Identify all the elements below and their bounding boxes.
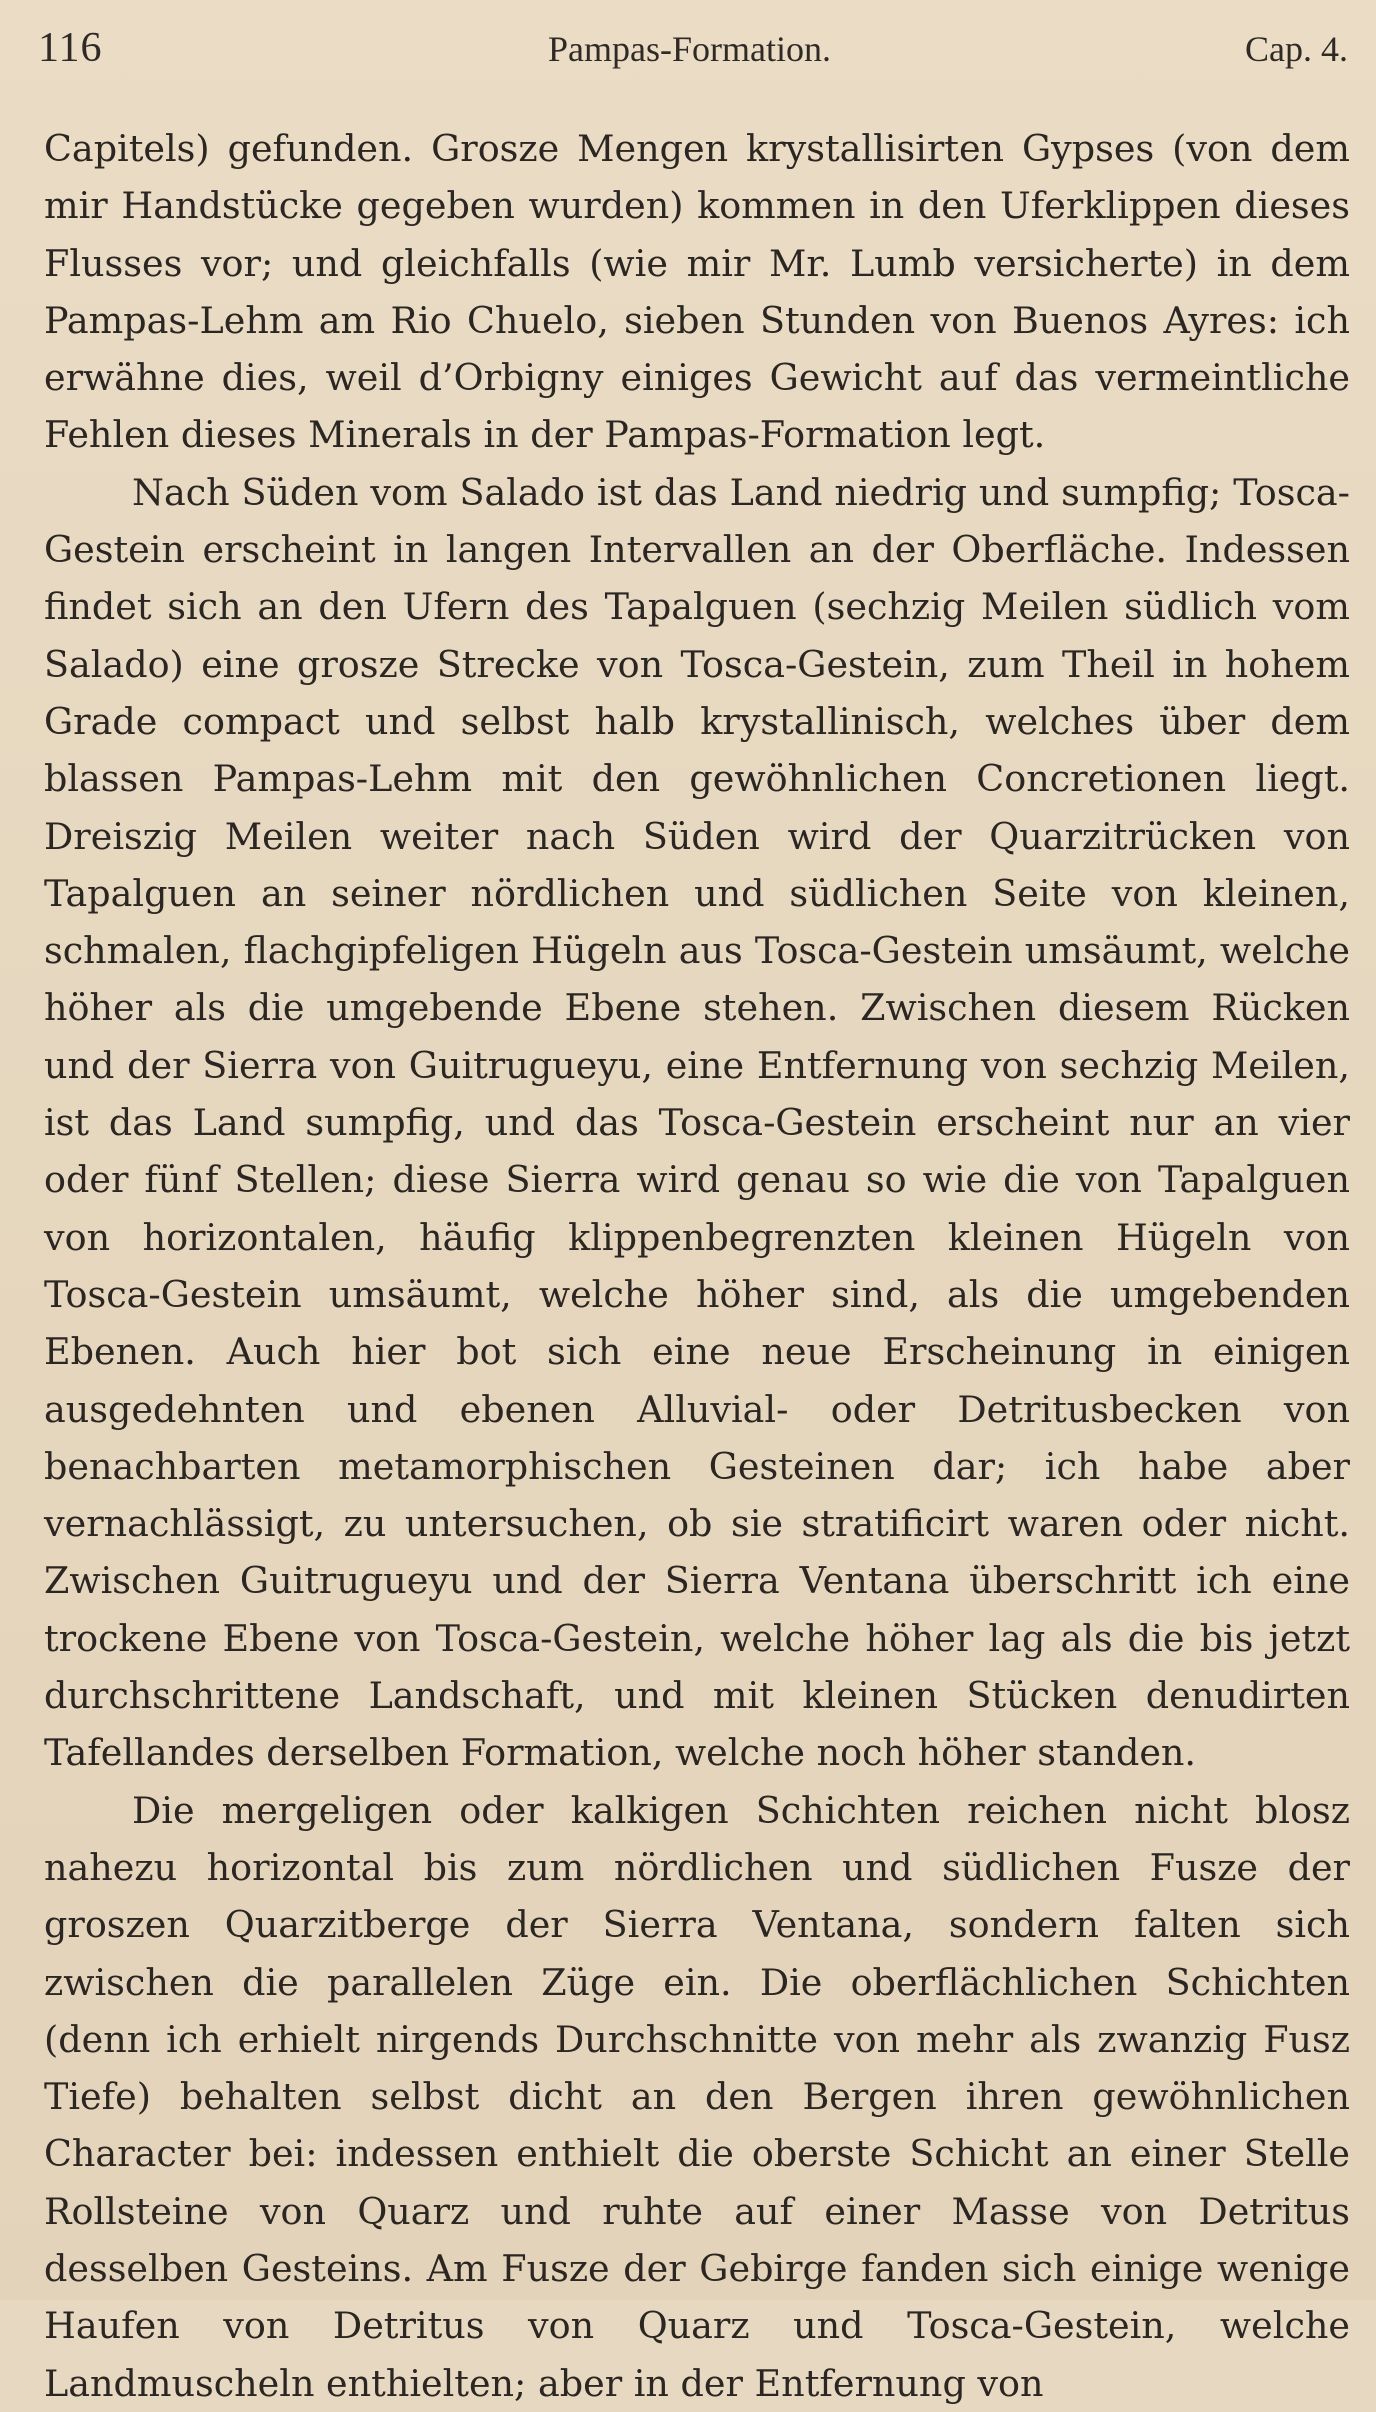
- body-text: [44, 120, 1350, 2412]
- page-header: [38, 24, 1348, 84]
- paragraph: Die mergeligen oder kalkigen Schichten reichen nicht blosz nahezu horizontal bis zum nördlichen und südlichen Fusze der groszen Quarzitberge der Sierra Ventana, sondern falten sich zwischen die parallelen Züge ein. Die oberflächlichen Schichten (denn ich erhielt nirgends Durchschnitte von mehr als zwanzig Fusz Tiefe) behalten selbst dicht an den Bergen ihren gewöhnlichen Character bei: indessen enthielt die oberste Schicht an einer Stelle Rollsteine von Quarz und ruhte auf einer Masse von Detritus desselben Gesteins. Am Fusze der Gebirge fanden sich einige wenige Haufen von Detritus von Quarz und Tosca-Gestein, welche Landmuscheln enthielten; aber in der Entfernung von: [44, 1788, 1350, 2405]
- chapter-reference: Cap. 4.: [1245, 29, 1348, 69]
- paragraph: Nach Süden vom Salado ist das Land niedrig und sumpfig; Tosca-Gestein erscheint in langen Intervallen an der Oberfläche. Indessen findet sich an den Ufern des Tapalguen (sechzig Meilen südlich vom Salado) eine grosze Strecke von Tosca-Gestein, zum Theil in hohem Grade compact und selbst halb krystallinisch, welches über dem blassen Pampas-Lehm mit den gewöhnlichen Concretionen liegt. Dreiszig Meilen weiter nach Süden wird der Quarzitrücken von Tapalguen an seiner nördlichen und südlichen Seite von kleinen, schmalen, flachgipfeligen Hügeln aus Tosca-Gestein umsäumt, welche höher als die umgebende Ebene stehen. Zwischen diesem Rücken und der Sierra von Guitrugueyu, eine Entfernung von sechzig Meilen, ist das Land sumpfig, und das Tosca-Gestein erscheint nur an vier oder fünf Stellen; diese Sierra wird genau so wie die von Tapalguen von horizontalen, häufig klippenbegrenzten kleinen Hügeln von Tosca-Gestein umsäumt, welche höher sind, als die umgebenden Ebenen. Auch hier bot sich eine neue Erscheinung in einigen ausgedehnten und ebenen Alluvial- oder Detritusbecken von benachbarten metamorphischen Gesteinen dar; ich habe aber vernachlässigt, zu untersuchen, ob sie stratificirt waren oder nicht. Zwischen Guitrugueyu und der Sierra Ventana überschritt ich eine trockene Ebene von Tosca-Gestein, welche höher lag als die bis jetzt durchschrittene Landschaft, und mit kleinen Stücken denudirten Tafellandes derselben Formation, welche noch höher standen.: [44, 470, 1350, 1775]
- paragraph-continued: Capitels) gefunden. Grosze Mengen krystallisirten Gypses (von dem mir Handstücke gegeben wurden) kommen in den Uferklippen dieses Flusses vor; und gleichfalls (wie mir Mr. Lumb versicherte) in dem Pampas-Lehm am Rio Chuelo, sieben Stunden von Buenos Ayres: ich erwähne dies, weil d’Orbigny einiges Gewicht auf das vermeintliche Fehlen dieses Minerals in der Pampas-Formation legt.: [44, 127, 1350, 457]
- page-number: 116: [38, 25, 103, 71]
- running-title: Pampas-Formation.: [548, 29, 831, 69]
